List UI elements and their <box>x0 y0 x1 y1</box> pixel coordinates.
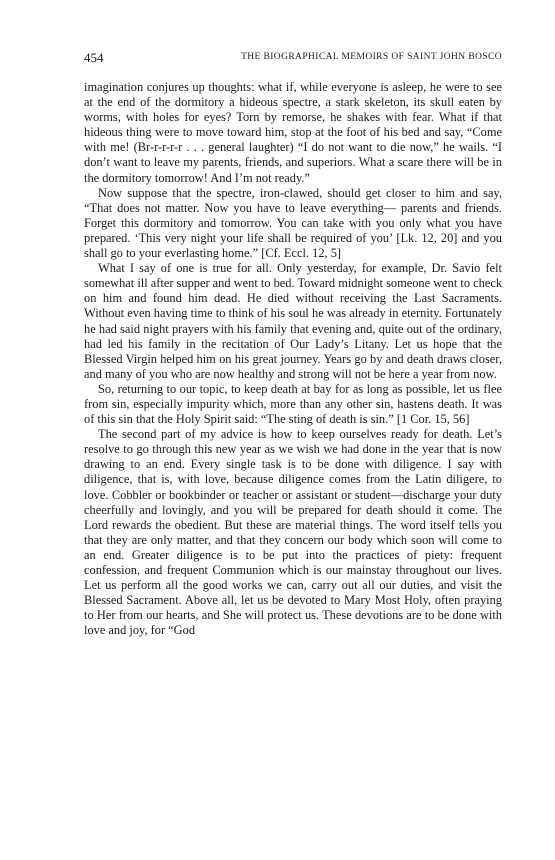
running-title: THE BIOGRAPHICAL MEMOIRS OF SAINT JOHN BOSCO <box>241 52 502 62</box>
page-header <box>84 50 502 68</box>
paragraph: The second part of my advice is how to keep ourselves ready for death. Let’s resolve to go through this new year as we wish we had done in the year that is now drawing to an end. Every single task is to be done with diligence. I say with diligence, that is, with love, because diligence comes from the Latin diligere, to love. Cobbler or bookbinder or teacher or assistant or student—discharge your duty cheerfully and lovingly, and you will be prepared for death should it come. The Lord rewards the obedient. But these are material things. The word itself tells you that they are only matter, and that they concern our body which soon will come to an end. Greater diligence is to be put into the practices of piety: frequent confession, and frequent Communion which is our mainstay throughout our lives. Let us perform all the good works we can, carry out all our duties, and visit the Blessed Sacrament. Above all, let us be devoted to Mary Most Holy, often praying to Her from our hearts, and She will protect us. These devotions are to be done with love and joy, for “God <box>84 427 502 638</box>
paragraph: Now suppose that the spectre, iron-clawed, should get closer to him and say, “That does not matter. Now you have to leave everything— parents and friends. Forget this dormitory and tomorrow. You can take with you only what you have prepared. ‘This very night your life shall be required of you’ [Lk. 12, 20] and you shall go to your everlasting home.” [Cf. Eccl. 12, 5] <box>84 185 502 261</box>
paragraph: So, returning to our topic, to keep death at bay for as long as possible, let us flee from sin, especially impurity which, more than any other sin, hastens death. It was of this sin that the Holy Spirit said: “The sting of death is sin.” [1 Cor. 15, 56] <box>84 381 502 427</box>
paragraph: imagination conjures up thoughts: what if, while everyone is asleep, he were to see at the end of the dormitory a hideous spectre, a stark skeleton, its skull eaten by worms, with holes for eyes? Torn by remorse, he shakes with fear. What if that hideous thing were to move toward him, stop at the foot of his bed and say, “Come with me! (Br-r-r-r-r . . . general laughter) “I do not want to die now,” he wails. “I don’t want to leave my parents, friends, and superiors. What a scare there will be in the dormitory tomorrow! And I’m not ready.” <box>84 80 502 185</box>
body-text <box>84 80 502 638</box>
page-number: 454 <box>84 50 104 65</box>
paragraph: What I say of one is true for all. Only yesterday, for example, Dr. Savio felt somewhat ill after supper and went to bed. Toward midnight someone went to check on him and found him dead. He died without receiving the Last Sacraments. Without even having time to think of his soul he was already in eternity. Fortunately he had said night prayers with his family that evening and, quite out of the ordinary, had led his family in the recitation of Our Lady’s Litany. Let us hope that the Blessed Virgin helped him on his great journey. Years go by and death draws closer, and many of you who are now healthy and strong will not be here a year from now. <box>84 261 503 381</box>
